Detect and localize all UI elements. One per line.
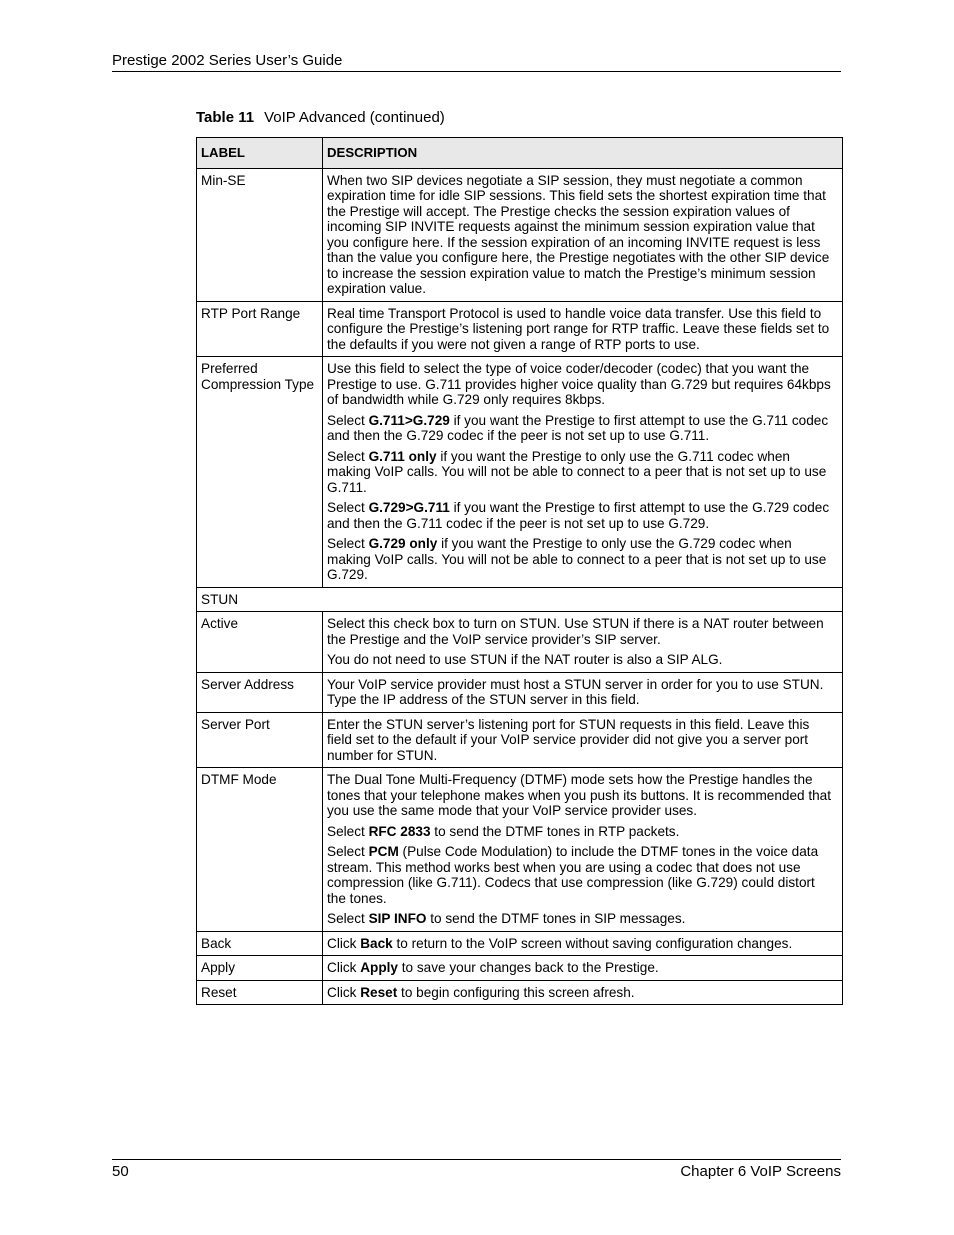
table-row [197, 357, 843, 588]
text-run: if you want the Prestige to first attempt to use the G.711 codec and then the G.729 codec if the peer is not set up to use G.711. [327, 412, 829, 443]
column-header-label: LABEL [197, 138, 323, 169]
text-run: Click [327, 935, 361, 951]
text-run: Select [327, 911, 369, 926]
voip-advanced-table [196, 137, 843, 1005]
row-label: Back [197, 931, 323, 956]
section-label: STUN [197, 587, 843, 612]
text-run: if you want the Prestige to first attempt to use the G.729 codec and then the G.711 codec if the peer is not set up to use G.729. [327, 500, 830, 531]
description-paragraph [327, 824, 837, 840]
table-header-row [197, 138, 843, 169]
text-run: if you want the Prestige to only use the G.711 codec when making VoIP calls. You will not be able to connect to a peer that is not set up to use G.711. [327, 448, 827, 495]
description-paragraph [327, 536, 837, 583]
description-paragraph [327, 911, 837, 927]
text-run: Your VoIP service provider must host a STUN server in order for you to use STUN. Type the IP address of the STUN server in this field. [327, 676, 824, 707]
section-row [197, 587, 843, 612]
bold-term: SIP INFO [368, 911, 427, 926]
row-description [323, 357, 843, 588]
table-body [197, 168, 843, 1005]
description-paragraph [327, 616, 837, 647]
text-run: When two SIP devices negotiate a SIP session, they must negotiate a common expiration time for idle SIP sessions. This field sets the shortest expiration time that the Prestige will accept. The Prestige checks the session expiration values of incoming SIP INVITE requests against the minimum session expiration value that you configure here. If the session expiration of an incoming INVITE request is less than the value you configure here, the Prestige negotiates with the other SIP device to increase the session expiration value to match the Prestige’s minimum session expiration value. [327, 172, 830, 296]
chapter-title: Chapter 6 VoIP Screens [680, 1163, 841, 1180]
row-label: Apply [197, 956, 323, 981]
row-description [323, 168, 843, 301]
bold-term: RFC 2833 [368, 823, 431, 839]
row-description [323, 301, 843, 357]
table-row [197, 168, 843, 301]
row-label: Server Address [197, 672, 323, 712]
bold-term: G.729 only [368, 536, 438, 551]
bold-term: G.711>G.729 [368, 412, 450, 428]
text-run: if you want the Prestige to only use the G.729 codec when making VoIP calls. You will not be able to connect to a peer that is not set up to use G.729. [327, 536, 827, 582]
text-run: to return to the VoIP screen without saving configuration changes. [392, 935, 793, 951]
table-row [197, 931, 843, 956]
running-header: Prestige 2002 Series User’s Guide [112, 52, 343, 69]
description-paragraph [327, 717, 837, 764]
page-number: 50 [112, 1163, 129, 1180]
table-row [197, 672, 843, 712]
table-caption [196, 108, 445, 127]
text-run: Select [327, 823, 369, 839]
row-label: DTMF Mode [197, 768, 323, 932]
table-row [197, 712, 843, 768]
text-run: You do not need to use STUN if the NAT router is also a SIP ALG. [327, 652, 723, 667]
description-paragraph [327, 772, 837, 819]
description-paragraph [327, 361, 837, 408]
column-header-description: DESCRIPTION [323, 138, 843, 169]
description-paragraph [327, 960, 837, 976]
text-run: to save your changes back to the Prestige. [398, 960, 659, 975]
row-label: Active [197, 612, 323, 673]
row-description [323, 980, 843, 1005]
bold-term: Back [360, 935, 393, 951]
row-label: Min-SE [197, 168, 323, 301]
description-paragraph [327, 449, 837, 496]
description-paragraph [327, 677, 837, 708]
text-run: (Pulse Code Modulation) to include the DTMF tones in the voice data stream. This method works best when you are using a codec that does not use compression (like G.711). Codecs that use compression (like G.729) could distort the tones. [327, 844, 819, 906]
text-run: Select [327, 536, 369, 551]
row-label: Server Port [197, 712, 323, 768]
text-run: Select [327, 448, 369, 464]
text-run: Click [327, 960, 361, 975]
bold-term: G.711 only [368, 448, 437, 464]
row-label: Reset [197, 980, 323, 1005]
bold-term: G.729>G.711 [368, 500, 450, 515]
text-run: Click [327, 984, 361, 1000]
table-caption-label: Table 11 [196, 109, 255, 126]
bold-term: Reset [360, 984, 398, 1000]
description-paragraph [327, 985, 837, 1001]
text-run: Select [327, 844, 369, 859]
row-description [323, 672, 843, 712]
table-row [197, 980, 843, 1005]
text-run: Select [327, 500, 369, 515]
page-footer [112, 1162, 841, 1181]
description-paragraph [327, 173, 837, 297]
table-row [197, 301, 843, 357]
text-run: Use this field to select the type of voice coder/decoder (codec) that you want the Prestige to use. G.711 provides higher voice quality than G.729 but requires 64kbps of bandwidth while G.729 only requires 8kbps. [327, 361, 831, 407]
row-description [323, 712, 843, 768]
table-caption-text: VoIP Advanced (continued) [264, 109, 445, 126]
description-paragraph [327, 652, 837, 668]
text-run: Enter the STUN server’s listening port for STUN requests in this field. Leave this field set to the default if your VoIP service provider did not give you a server port number for STUN. [327, 716, 810, 763]
description-paragraph [327, 413, 837, 444]
bold-term: PCM [368, 844, 399, 859]
row-label: Preferred Compression Type [197, 357, 323, 588]
footer-rule [112, 1159, 841, 1160]
table-row [197, 956, 843, 981]
row-label: RTP Port Range [197, 301, 323, 357]
table-row [197, 612, 843, 673]
text-run: Select this check box to turn on STUN. Use STUN if there is a NAT router between the Prestige and the VoIP service provider’s SIP server. [327, 616, 824, 647]
text-run: to send the DTMF tones in SIP messages. [426, 911, 686, 926]
description-paragraph [327, 844, 837, 906]
table-row [197, 768, 843, 932]
row-description [323, 768, 843, 932]
header-rule [112, 71, 841, 72]
text-run: The Dual Tone Multi-Frequency (DTMF) mode sets how the Prestige handles the tones that your telephone makes when you push its buttons. It is recommended that you use the same mode that your VoIP service provider uses. [327, 772, 832, 818]
text-run: to begin configuring this screen afresh. [397, 984, 635, 1000]
description-paragraph [327, 306, 837, 353]
text-run: Select [327, 412, 369, 428]
row-description [323, 931, 843, 956]
row-description [323, 956, 843, 981]
description-paragraph [327, 936, 837, 952]
row-description [323, 612, 843, 673]
text-run: to send the DTMF tones in RTP packets. [430, 823, 680, 839]
text-run: Real time Transport Protocol is used to handle voice data transfer. Use this field to configure the Prestige’s listening port range for RTP traffic. Leave these fields set to the defaults if you were not given a range of RTP ports to use. [327, 305, 830, 352]
description-paragraph [327, 500, 837, 531]
bold-term: Apply [360, 960, 398, 975]
